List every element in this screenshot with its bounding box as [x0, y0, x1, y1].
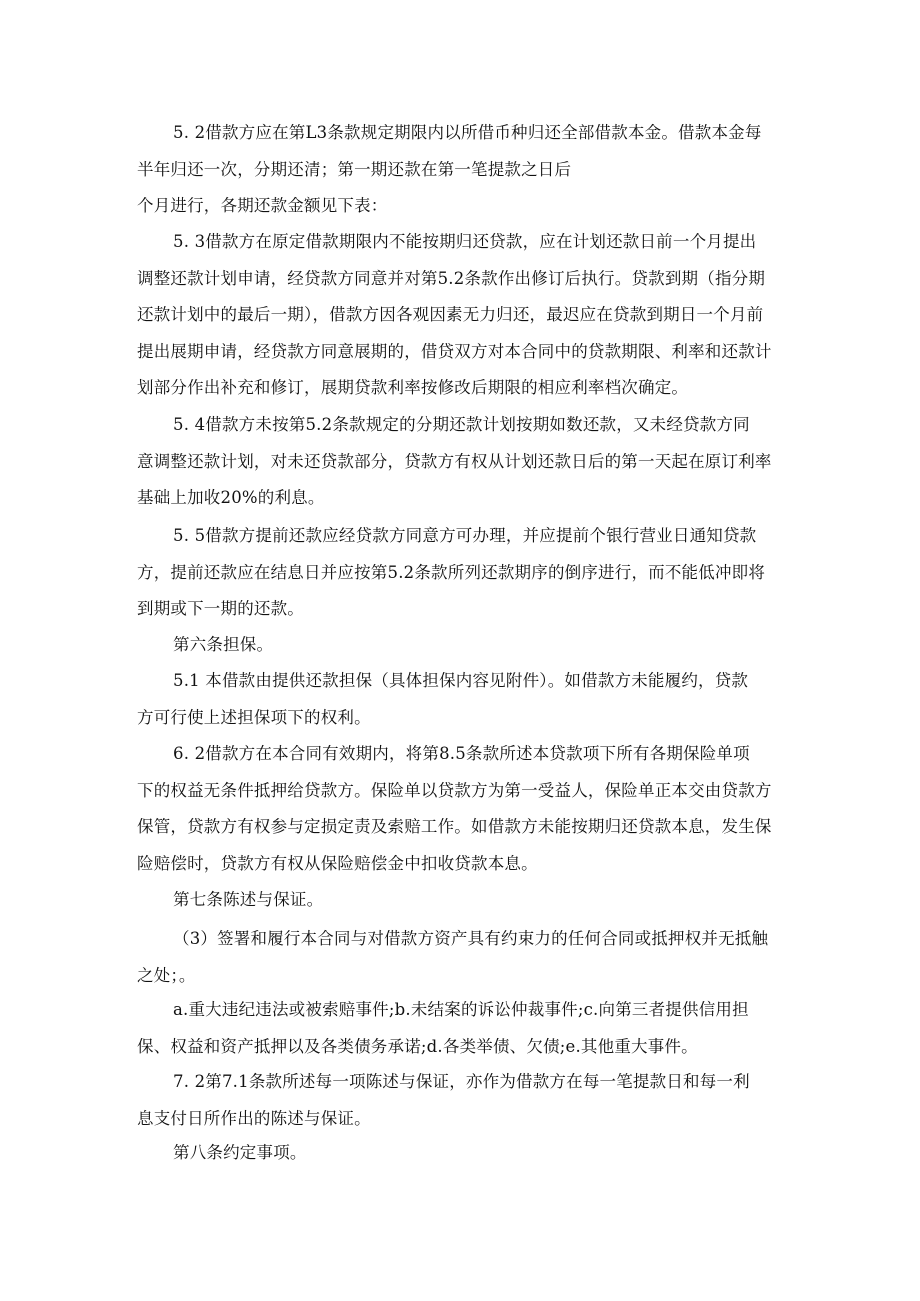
text-line: 第七条陈述与保证。	[173, 890, 324, 909]
text-line: 意调整还款计划，对未还贷款部分，贷款方有权从计划还款日后的第一天起在原订利率	[137, 451, 772, 471]
text-line: 半年归还一次，分期还清；第一期还款在第一笔提款之日后	[137, 159, 572, 179]
text-line: 6. 2借款方在本合同有效期内，将第8.5条款所述本贷款项下所有各期保险单项	[173, 744, 750, 763]
text-line: a.重大违纪违法或被索赔事件;b.未结案的诉讼仲裁事件;c.向第三者提供信用担	[173, 1000, 749, 1019]
text-line: 5. 2借款方应在第L3条款规定期限内以所借币种归还全部借款本金。借款本金每	[173, 123, 762, 142]
article-8-heading	[137, 1135, 783, 1172]
paragraph-7-3	[137, 921, 783, 994]
text-line: 划部分作出补充和修订，展期贷款利率按修改后期限的相应利率档次确定。	[137, 378, 689, 397]
text-line: 5.1 本借款由提供还款担保（具体担保内容见附件）。如借款方未能履约，贷款	[173, 671, 749, 690]
text-line: 下的权益无条件抵押给贷款方。保险单以贷款方为第一受益人，保险单正本交由贷款方	[137, 780, 772, 800]
text-line: 险赔偿时，贷款方有权从保险赔偿金中扣收贷款本息。	[137, 853, 538, 873]
text-line: 5. 4借款方未按第5.2条款规定的分期还款计划按期如数还款，又未经贷款方同	[173, 415, 750, 434]
paragraph-7-a	[137, 992, 783, 1065]
text-line: 还款计划中的最后一期），借款方因各观因素无力归还，最迟应在贷款到期日一个月前	[137, 305, 764, 324]
text-line: 之处；。	[137, 965, 196, 985]
text-line: 第八条约定事项。	[173, 1143, 307, 1162]
text-line: 息支付日所作出的陈述与保证。	[137, 1108, 371, 1128]
article-7-heading	[137, 882, 783, 919]
text-line: 保管，贷款方有权参与定损定责及索赔工作。如借款方未能按期归还贷款本息，发生保	[137, 817, 772, 836]
text-line: 基础上加收20%的利息。	[137, 488, 325, 507]
text-line: 5. 3借款方在原定借款期限内不能按期归还贷款，应在计划还款日前一个月提出	[173, 232, 757, 251]
text-line: 个月进行，各期还款金额见下表：	[137, 196, 388, 215]
text-line: （3）签署和履行本合同与对借款方资产具有约束力的任何合同或抵押权并无抵触	[173, 929, 769, 948]
paragraph-5-4	[137, 407, 783, 517]
paragraph-6-2	[137, 736, 783, 882]
text-line: 调整还款计划申请，经贷款方同意并对第5.2条款作出修订后执行。贷款到期（指分期	[137, 268, 766, 288]
text-line: 保、权益和资产抵押以及各类债务承诺;d.各类举债、欠债;e.其他重大事件。	[137, 1036, 698, 1056]
article-6-heading	[137, 627, 783, 664]
text-line: 5. 5借款方提前还款应经贷款方同意方可办理，并应提前个银行营业日通知贷款	[173, 526, 757, 545]
paragraph-5-5	[137, 518, 783, 628]
paragraph-7-2	[137, 1064, 783, 1137]
text-line: 提出展期申请，经贷款方同意展期的，借贷双方对本合同中的贷款期限、利率和还款计	[137, 341, 772, 361]
text-line: 方可行使上述担保项下的权利。	[137, 707, 371, 727]
paragraph-5-1	[137, 663, 783, 736]
text-line: 方，提前还款应在结息日并应按第5.2条款所列还款期序的倒序进行，而不能低冲即将	[137, 562, 766, 582]
text-line: 第六条担保。	[173, 635, 274, 654]
text-line: 7. 2第7.1条款所述每一项陈述与保证，亦作为借款方在每一笔提款日和每一利	[173, 1072, 750, 1091]
paragraph-5-3	[137, 224, 783, 407]
text-line: 到期或下一期的还款。	[137, 599, 304, 618]
paragraph-5-2	[137, 115, 783, 225]
